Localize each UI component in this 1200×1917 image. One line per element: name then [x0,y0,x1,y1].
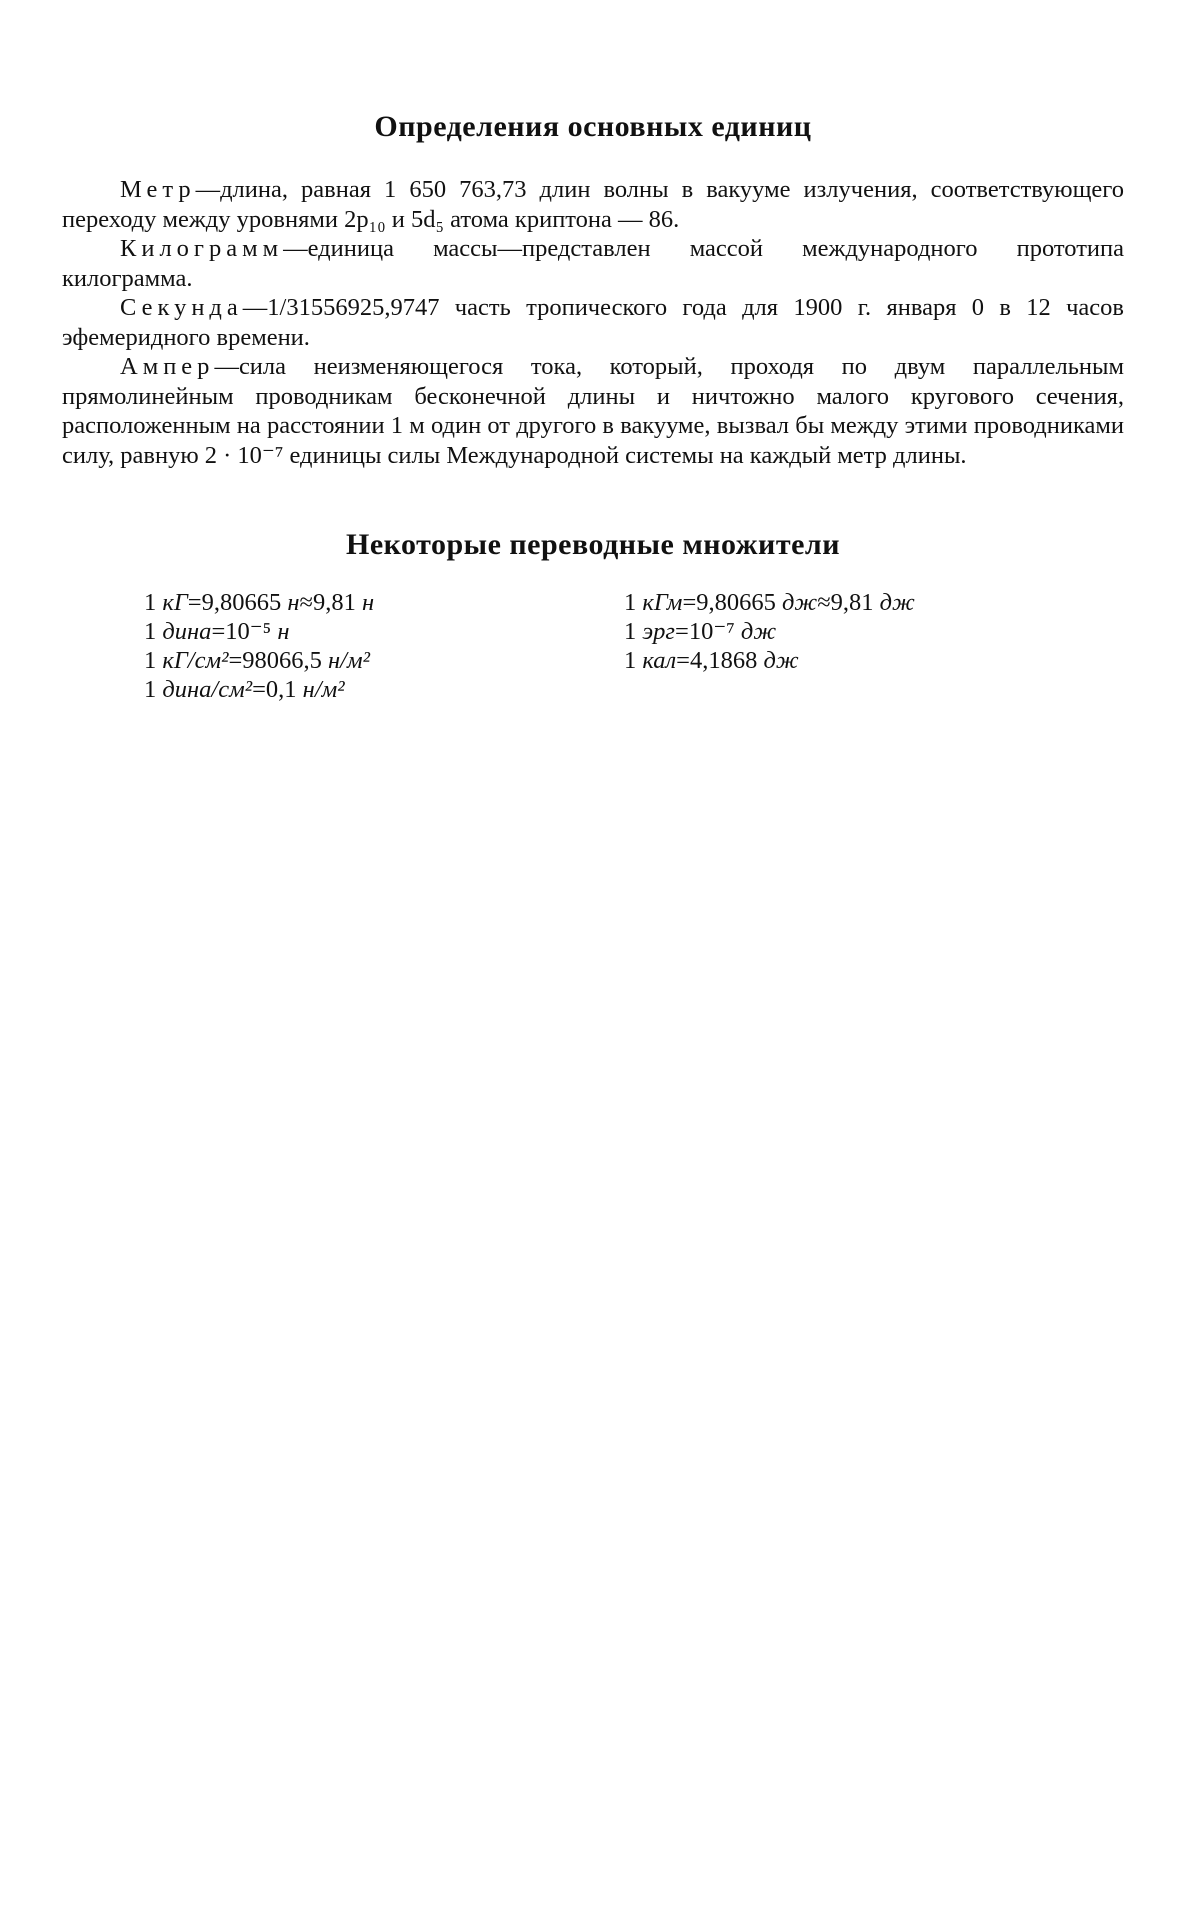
factor-unit: кГ/см² [162,647,229,674]
factor-unit: н/м² [302,676,345,703]
factor-value: =10⁻⁷ [675,618,735,645]
factor-unit: кГ [162,589,188,616]
definitions-list [62,175,1124,470]
factor-value: =9,80665 [682,589,776,616]
factor-number: 1 [144,647,157,674]
factor-unit: дина/см² [162,676,253,703]
factors-column-left [144,588,624,704]
factors-column-right [624,588,1084,704]
definition-meter [62,175,1124,234]
factor-value: =9,80665 [187,589,282,616]
factor-unit: дж [782,589,818,616]
definition-ampere [62,352,1124,470]
factor-row [624,617,1084,646]
factor-number: 1 [624,589,637,616]
factor-number: 1 [144,676,157,703]
factor-unit: кал [642,647,677,674]
factor-row [144,617,624,646]
definition-second [62,293,1124,352]
factor-value: =98066,5 [228,647,322,674]
factor-unit: н [361,589,375,616]
section-title-conversion-factors: Некоторые переводные множители [345,528,841,561]
section-title-definitions: Определения основных единиц [374,110,812,143]
factor-row [144,646,624,675]
factor-unit: дж [740,618,777,645]
conversion-factors [144,588,1084,704]
definition-term: Метр [120,176,196,203]
factor-unit: дж [763,647,799,674]
factor-row [144,675,624,704]
definition-term: Секунда [120,294,243,321]
factor-row [144,588,624,617]
factor-value: =4,1868 [676,647,758,674]
definition-text: —1/31556925,9747 часть тропического года для 1900 г. января 0 в 12 часов эфемеридного времени. [62,294,1124,351]
factor-approx: ≈9,81 [299,589,356,616]
factor-unit: н/м² [328,647,370,674]
factor-unit: дина [162,618,212,645]
factor-number: 1 [624,618,637,645]
factor-unit: дж [879,589,915,616]
definition-kilogram [62,234,1124,293]
definition-text: —единица массы—представлен массой международного прототипа килограмма. [62,235,1124,292]
factor-row [624,588,1084,617]
factor-unit: кГм [642,589,683,616]
definition-term: Ампер [120,353,215,380]
factor-row [624,646,1084,675]
factor-number: 1 [144,618,157,645]
factor-approx: ≈9,81 [817,589,874,616]
factor-value: =10⁻⁵ [211,618,272,645]
factor-unit: эрг [642,618,675,645]
factor-number: 1 [144,589,157,616]
definition-text: —длина, равная 1 650 763,73 длин волны в вакууме излучения, соответствующего переходу между уровнями 2p₁₀ и 5d₅ атома криптона — 86. [62,176,1124,233]
definition-text: —сила неизменяющегося тока, который, проходя по двум параллельным прямолинейным проводникам бесконечной длины и ничтожно малого кругового сечения, расположенным на расстоянии 1 м один от другого в вакууме, вызвал бы между этими проводниками силу, равную 2 · 10⁻⁷ единицы силы Международной системы на каждый метр длины. [62,353,1124,469]
factor-unit: н [277,618,290,645]
factor-number: 1 [624,647,637,674]
factor-value: =0,1 [252,676,297,703]
definition-term: Килограмм [120,235,284,262]
factor-unit: н [287,589,300,616]
